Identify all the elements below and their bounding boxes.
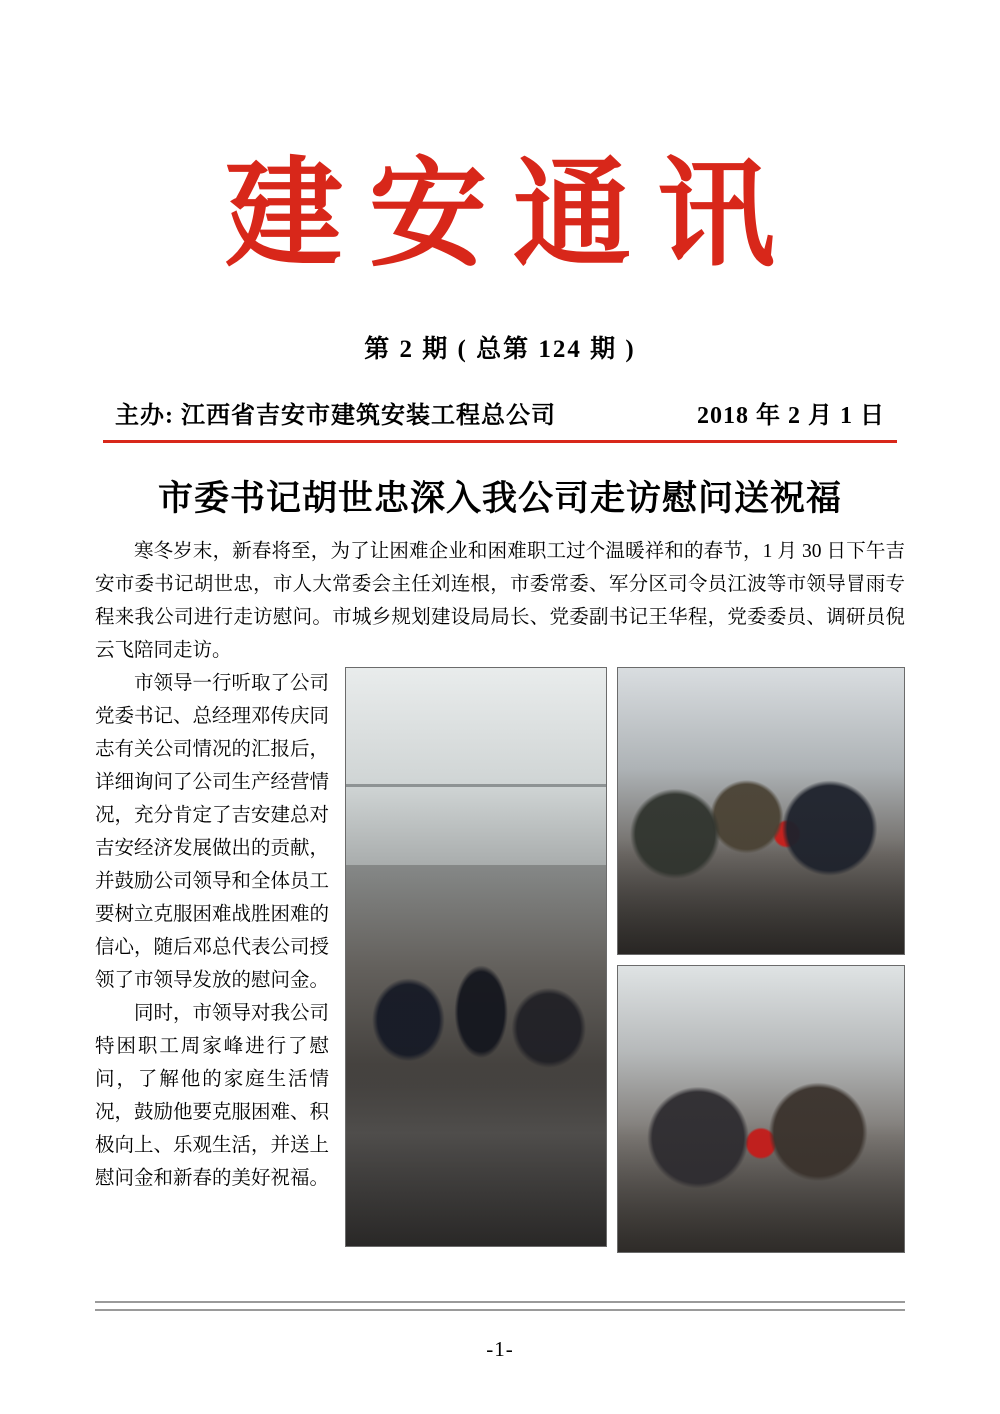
photo-group <box>345 667 905 1253</box>
page-footer <box>95 1301 905 1362</box>
article-headline: 市委书记胡世忠深入我公司走访慰问送祝福 <box>157 478 842 520</box>
issue-number: 第 2 期 ( 总第 124 期 ) <box>364 336 636 364</box>
article-paragraph: 寒冬岁末，新春将至，为了让困难企业和困难职工过个温暖祥和的春节，1 月 30 日下午吉安市委书记胡世忠，市人大常委会主任刘连根，市委常委、军分区司令员江波等市领导冒雨专程来我公司进行走访慰问。市城乡规划建设局局长、党委副书记王华程，党委委员、调研员倪云飞陪同走访。 <box>95 541 905 662</box>
article-paragraph: 市领导一行听取了公司党委书记、总经理邓传庆同志有关公司情况的汇报后，详细询问了公司生产经营情况，充分肯定了吉安建总对吉安经济发展做出的贡献，并鼓励公司领导和全体员工要树立克服困难战胜困难的信心，随后邓总代表公司授领了市领导发放的慰问金。 <box>95 673 330 992</box>
publisher-row <box>95 395 905 440</box>
photo-visit-worker <box>617 965 905 1253</box>
header-divider <box>103 440 897 443</box>
footer-divider <box>95 1301 905 1311</box>
publisher-name: 主办: 江西省吉安市建筑安装工程总公司 <box>115 403 556 430</box>
page-number: -1- <box>486 1337 514 1361</box>
article-paragraph: 同时，市领导对我公司特困职工周家峰进行了慰问，了解他的家庭生活情况，鼓励他要克服困难、积极向上、乐观生活，并送上慰问金和新春的美好祝福。 <box>95 1003 330 1190</box>
publication-date: 2018 年 2 月 1 日 <box>697 403 885 430</box>
masthead-title: 建安通讯 <box>224 144 801 283</box>
photo-leaders-walking <box>345 667 607 1247</box>
article-body <box>95 535 905 1259</box>
photo-red-envelope-handover <box>617 667 905 955</box>
